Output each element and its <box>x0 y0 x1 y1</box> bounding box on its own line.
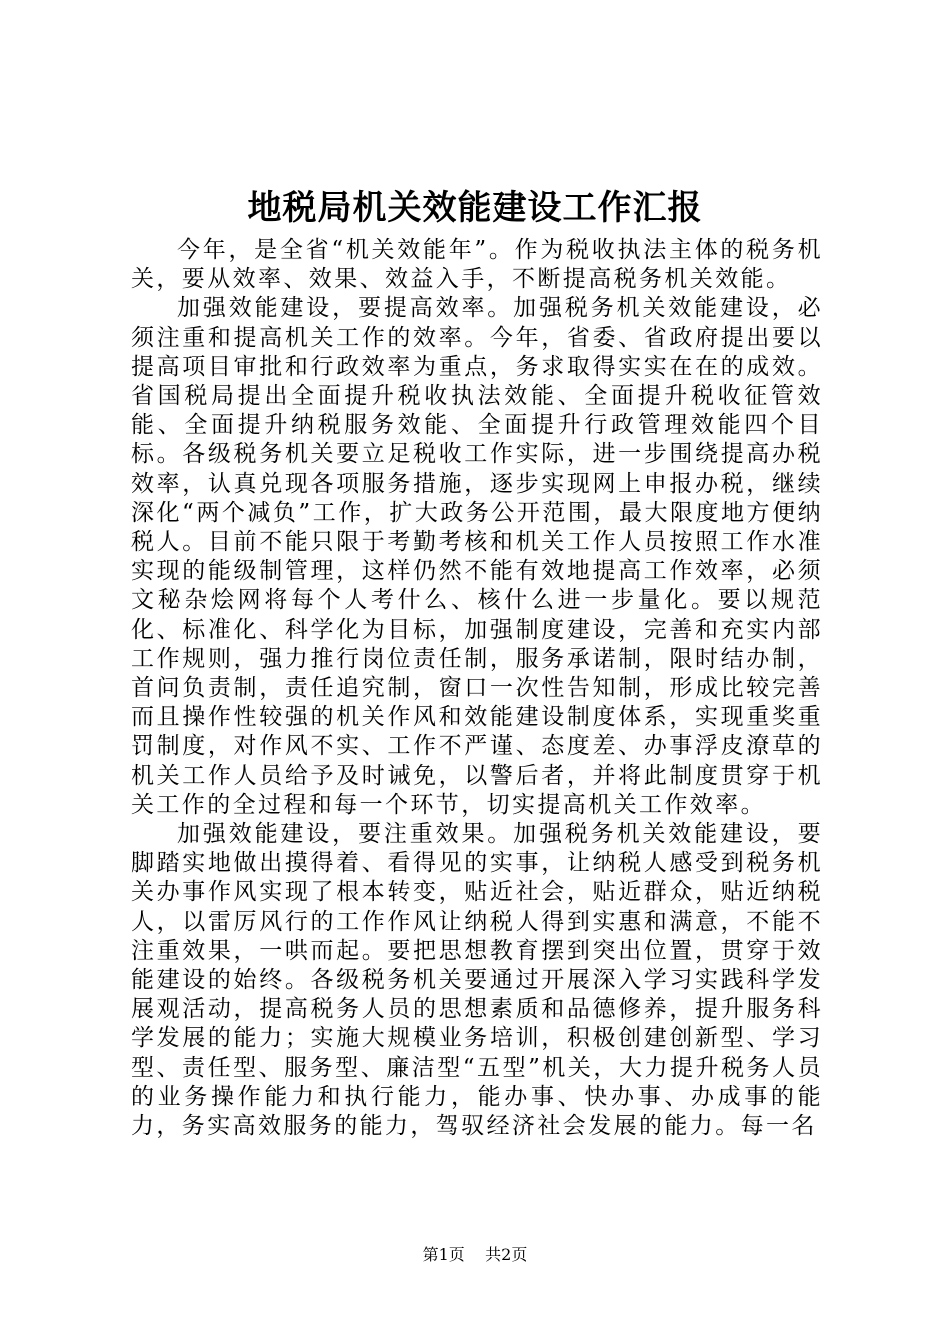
page-total: 共2页 <box>485 1245 528 1264</box>
paragraph-effect: 加强效能建设，要注重效果。加强税务机关效能建设，要脚踏实地做出摸得着、看得见的实事，让纳税人感受到税务机关办事作风实现了根本转变，贴近社会，贴近群众，贴近纳税人，以雷厉风行的工作作风让纳税人得到实惠和满意，不能不注重效果，一哄而起。要把思想教育摆到突出位置，贯穿于效能建设的始终。各级税务机关要通过开展深入学习实践科学发展观活动，提高税务人员的思想素质和品德修养，提升服务科学发展的能力；实施大规模业务培训，积极创建创新型、学习型、责任型、服务型、廉洁型“五型”机关，大力提升税务人员的业务操作能力和执行能力，能办事、快办事、办成事的能力，务实高效服务的能力，驾驭经济社会发展的能力。每一名 <box>131 821 823 1140</box>
page-separator <box>470 1245 480 1264</box>
paragraph-efficiency: 加强效能建设，要提高效率。加强税务机关效能建设，必须注重和提高机关工作的效率。今年，省委、省政府提出要以提高项目审批和行政效率为重点，务求取得实实在在的成效。省国税局提出全面提升税收执法效能、全面提升税收征管效能、全面提升纳税服务效能、全面提升行政管理效能四个目标。各级税务机关要立足税收工作实际，进一步围绕提高办税效率，认真兑现各项服务措施，逐步实现网上申报办税，继续深化“两个减负”工作，扩大政务公开范围，最大限度地方便纳税人。目前不能只限于考勤考核和机关工作人员按照工作水准实现的能级制管理，这样仍然不能有效地提高工作效率，必须文秘杂烩网将每个人考什么、核什么进一步量化。要以规范化、标准化、科学化为目标，加强制度建设，完善和充实内部工作规则，强力推行岗位责任制，服务承诺制，限时结办制，首问负责制，责任追究制，窗口一次性告知制，形成比较完善而且操作性较强的机关作风和效能建设制度体系，实现重奖重罚制度，对作风不实、工作不严谨、态度差、办事浮皮潦草的机关工作人员给予及时诫免，以警后者，并将此制度贯穿于机关工作的全过程和每一个环节，切实提高机关工作效率。 <box>131 295 823 818</box>
page-footer <box>0 1244 950 1266</box>
paragraph-intro: 今年，是全省“机关效能年”。作为税收执法主体的税务机关，要从效率、效果、效益入手，不断提高税务机关效能。 <box>131 237 823 293</box>
page-number: 第1页 <box>422 1245 465 1264</box>
document-body <box>131 236 823 1141</box>
document-title: 地税局机关效能建设工作汇报 <box>247 188 703 228</box>
